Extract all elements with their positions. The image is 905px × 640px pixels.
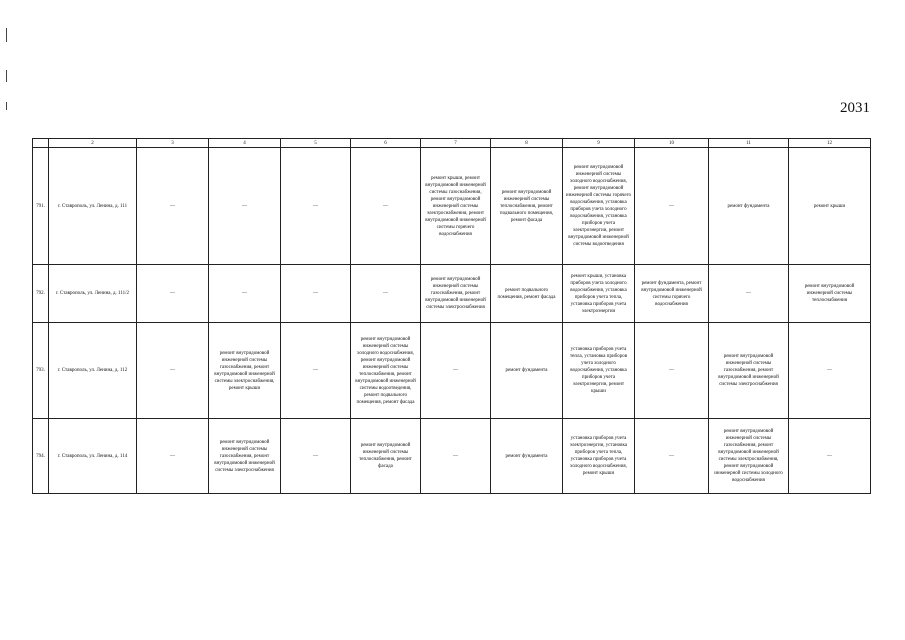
address-cell: г. Ставрополь, ул. Ленина, д. 111/2 — [49, 265, 137, 323]
column-header: 2 — [49, 139, 137, 148]
table-cell: ремонт внутридомовой инженерной системы газоснабжения, ремонт внутридомовой инженерной системы электроснабжения, ремонт крыши — [209, 323, 281, 419]
table-cell: ремонт фундамента, ремонт внутридомовой инженерной системы горячего водоснабжения — [635, 265, 709, 323]
table-row — [33, 323, 871, 419]
column-header — [33, 139, 49, 148]
row-number: 793. — [33, 323, 49, 419]
table-cell: — — [209, 148, 281, 265]
repair-schedule-table — [32, 138, 871, 494]
table-cell: установка приборов учета тепла, установка приборов учета холодного водоснабжения, установка приборов учета электроэнергии, ремонт крыши — [563, 323, 635, 419]
column-header: 4 — [209, 139, 281, 148]
table-cell: ремонт крыши, установка приборов учета холодного водоснабжения, установка приборов учета тепла, установка приборов учета электроэнергии — [563, 265, 635, 323]
table-cell: — — [137, 148, 209, 265]
table-cell: — — [351, 265, 421, 323]
table-cell: ремонт внутридомовой инженерной системы холодного водоснабжения, ремонт внутридомовой инженерной системы горячего водоснабжения, установка приборов учета холодного водоснабжения, установка приборов учета электроэнергии, ремонт внутридомовой инженерной системы водоотведения — [563, 148, 635, 265]
table-cell: ремонт фундамента — [709, 148, 789, 265]
row-number: 791. — [33, 148, 49, 265]
table-cell: — — [281, 419, 351, 494]
column-header: 8 — [491, 139, 563, 148]
column-header: 6 — [351, 139, 421, 148]
table-cell: ремонт подвального помещения, ремонт фасада — [491, 265, 563, 323]
column-header: 5 — [281, 139, 351, 148]
table-cell: ремонт внутридомовой инженерной системы теплоснабжения, ремонт фасада — [351, 419, 421, 494]
scan-edge-mark — [6, 102, 7, 110]
table-cell: ремонт фундамента — [491, 323, 563, 419]
table-cell: — — [137, 323, 209, 419]
table-cell: ремонт внутридомовой инженерной системы теплоснабжения — [789, 265, 871, 323]
table-cell: — — [137, 419, 209, 494]
table-cell: — — [421, 323, 491, 419]
table-cell: ремонт крыши — [789, 148, 871, 265]
page-number: 2031 — [840, 100, 870, 116]
column-number-row — [33, 139, 871, 148]
table-row — [33, 419, 871, 494]
table-cell: ремонт фундамента — [491, 419, 563, 494]
table-cell: — — [137, 265, 209, 323]
table-cell: — — [281, 323, 351, 419]
table-cell: ремонт внутридомовой инженерной системы газоснабжения, ремонт внутридомовой инженерной системы электроснабжения — [709, 323, 789, 419]
table-cell: ремонт внутридомовой инженерной системы теплоснабжения, ремонт подвального помещения, ремонт фасада — [491, 148, 563, 265]
table-cell: ремонт внутридомовой инженерной системы холодного водоснабжения, ремонт внутридомовой инженерной системы теплоснабжения, ремонт внутридомовой инженерной системы водоотведения, ремонт подвального помещения, ремонт фасада — [351, 323, 421, 419]
column-header: 11 — [709, 139, 789, 148]
table-cell: — — [421, 419, 491, 494]
table-cell: ремонт внутридомовой инженерной системы газоснабжения, ремонт внутридомовой инженерной системы электроснабжения — [209, 419, 281, 494]
table-cell: — — [709, 265, 789, 323]
table-cell: ремонт крыши, ремонт внутридомовой инженерной системы газоснабжения, ремонт внутридомовой инженерной системы электроснабжения, ремонт внутридомовой инженерной системы горячего водоснабжения — [421, 148, 491, 265]
column-header: 3 — [137, 139, 209, 148]
table-cell: — — [635, 419, 709, 494]
table-cell: ремонт внутридомовой инженерной системы газоснабжения, ремонт внутридомовой инженерной системы электроснабжения — [421, 265, 491, 323]
address-cell: г. Ставрополь, ул. Ленина, д. 112 — [49, 323, 137, 419]
table-row — [33, 265, 871, 323]
table-cell: ремонт внутридомовой инженерной системы газоснабжения, ремонт внутридомовой инженерной системы электроснабжения, ремонт внутридомовой инженерной системы холодного водоснабжения — [709, 419, 789, 494]
table-cell: — — [635, 323, 709, 419]
table-cell: — — [209, 265, 281, 323]
table-row — [33, 148, 871, 265]
table-cell: — — [351, 148, 421, 265]
column-header: 9 — [563, 139, 635, 148]
column-header: 12 — [789, 139, 871, 148]
table-cell: — — [789, 419, 871, 494]
table-cell: — — [635, 148, 709, 265]
column-header: 7 — [421, 139, 491, 148]
table-cell: — — [281, 148, 351, 265]
table-cell: — — [789, 323, 871, 419]
column-header: 10 — [635, 139, 709, 148]
scan-edge-mark — [6, 70, 7, 82]
table-cell: — — [281, 265, 351, 323]
row-number: 792. — [33, 265, 49, 323]
address-cell: г. Ставрополь, ул. Ленина, д. 111 — [49, 148, 137, 265]
address-cell: г. Ставрополь, ул. Ленина, д. 114 — [49, 419, 137, 494]
row-number: 794. — [33, 419, 49, 494]
table-cell: установка приборов учета электроэнергии, установка приборов учета тепла, установка приборов учета холодного водоснабжения, ремонт крыши — [563, 419, 635, 494]
scan-edge-mark — [6, 28, 7, 42]
